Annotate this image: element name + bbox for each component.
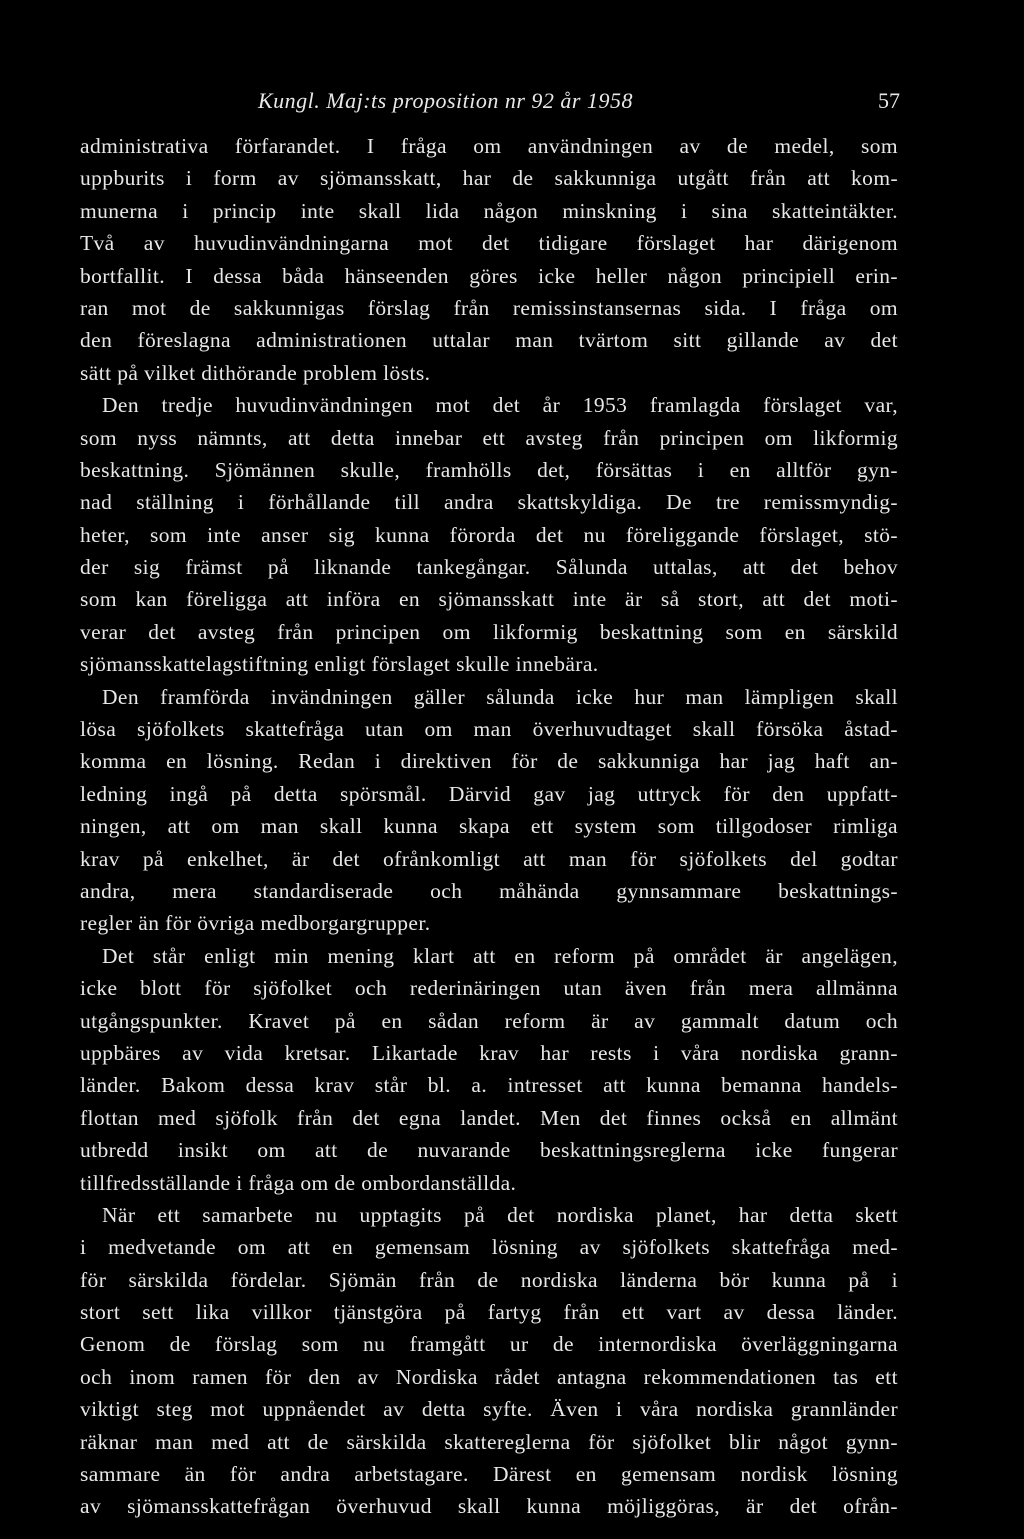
text-line: som kan föreligga att införa en sjömansskatt inte är så stort, att det moti- <box>80 587 898 612</box>
text-line: Den framförda invändningen gäller sålunda icke hur man lämpligen skall <box>102 684 898 709</box>
text-line: sätt på vilket dithörande problem lösts. <box>80 360 431 385</box>
body-text <box>80 130 898 1523</box>
text-line: munerna i princip inte skall lida någon minskning i sina skatteintäkter. <box>80 198 898 223</box>
page-number: 57 <box>878 88 900 113</box>
text-line: som nyss nämnts, att detta innebar ett avsteg från principen om likformig <box>80 425 898 450</box>
text-line: utbredd insikt om att de nuvarande beskattningsreglerna icke fungerar <box>80 1138 898 1163</box>
text-line: länder. Bakom dessa krav står bl. a. intresset att kunna bemanna handels- <box>80 1073 898 1098</box>
text-line: räknar man med att de särskilda skattereglerna för sjöfolket blir något gynn- <box>80 1429 898 1454</box>
text-line: heter, som inte anser sig kunna förorda det nu föreliggande förslaget, stö- <box>80 522 898 547</box>
text-line: i medvetande om att en gemensam lösning av sjöfolkets skattefråga med- <box>80 1235 898 1260</box>
text-line: När ett samarbete nu upptagits på det nordiska planet, har detta skett <box>102 1202 898 1227</box>
text-line: tillfredsställande i fråga om de ombordanställda. <box>80 1170 517 1195</box>
text-line: sammare än för andra arbetstagare. Därest en gemensam nordisk lösning <box>80 1462 898 1487</box>
text-line: uppbäres av vida kretsar. Likartade krav har rests i våra nordiska grann- <box>80 1040 898 1065</box>
text-line: av sjömansskattefrågan överhuvud skall kunna möjliggöras, är det ofrån- <box>80 1494 898 1519</box>
text-line: ran mot de sakkunnigas förslag från remissinstansernas sida. I fråga om <box>80 295 898 320</box>
text-line: krav på enkelhet, är det ofrånkomligt att man för sjöfolkets del godtar <box>80 846 898 871</box>
text-line: ningen, att om man skall kunna skapa ett system som tillgodoser rimliga <box>80 814 898 839</box>
text-line: nad ställning i förhållande till andra skattskyldiga. De tre remissmyndig- <box>80 490 898 515</box>
text-line: flottan med sjöfolk från det egna landet. Men det finnes också en allmänt <box>80 1105 898 1130</box>
text-line: för särskilda fördelar. Sjömän från de nordiska länderna bör kunna på i <box>80 1267 898 1292</box>
text-line: administrativa förfarandet. I fråga om användningen av de medel, som <box>80 134 898 158</box>
text-line: icke blott för sjöfolket och rederinäringen utan även från mera allmänna <box>80 976 898 1001</box>
text-line: den föreslagna administrationen uttalar man tvärtom sitt gillande av det <box>80 328 898 353</box>
text-line: stort sett lika villkor tjänstgöra på fartyg från ett vart av dessa länder. <box>80 1300 898 1325</box>
running-title: Kungl. Maj:ts proposition nr 92 år 1958 <box>258 88 633 113</box>
text-line: uppburits i form av sjömansskatt, har de sakkunniga utgått från att kom- <box>80 166 898 191</box>
text-line: Den tredje huvudinvändningen mot det år 1953 framlagda förslaget var, <box>102 393 898 418</box>
text-line: bortfallit. I dessa båda hänseenden göres icke heller någon principiell erin- <box>80 263 898 288</box>
text-line: Genom de förslag som nu framgått ur de internordiska överläggningarna <box>80 1332 898 1357</box>
text-line: ledning ingå på detta spörsmål. Därvid gav jag uttryck för den uppfatt- <box>80 781 898 806</box>
text-line: regler än för övriga medborgargrupper. <box>80 911 431 936</box>
text-line: lösa sjöfolkets skattefråga utan om man överhuvudtaget skall försöka åstad- <box>80 717 898 742</box>
text-line: och inom ramen för den av Nordiska rådet antagna rekommendationen tas ett <box>80 1364 898 1389</box>
page-header <box>0 88 1024 118</box>
text-line: verar det avsteg från principen om likformig beskattning som en särskild <box>80 619 898 644</box>
text-line: der sig främst på liknande tankegångar. Sålunda uttalas, att det behov <box>80 555 898 580</box>
text-line: beskattning. Sjömännen skulle, framhölls det, försättas i en alltför gyn- <box>80 457 898 482</box>
text-line: komma en lösning. Redan i direktiven för de sakkunniga har jag haft an- <box>80 749 898 774</box>
text-line: Två av huvudinvändningarna mot det tidigare förslaget har därigenom <box>80 231 898 256</box>
text-line: andra, mera standardiserade och måhända gynnsammare beskattnings- <box>80 878 898 903</box>
text-line: Det står enligt min mening klart att en reform på området är angelägen, <box>102 943 898 968</box>
text-line: utgångspunkter. Kravet på en sådan reform är av gammalt datum och <box>80 1008 898 1033</box>
text-line: viktigt steg mot uppnåendet av detta syfte. Även i våra nordiska grannländer <box>80 1397 898 1422</box>
text-line: sjömansskattelagstiftning enligt förslaget skulle innebära. <box>80 652 599 677</box>
